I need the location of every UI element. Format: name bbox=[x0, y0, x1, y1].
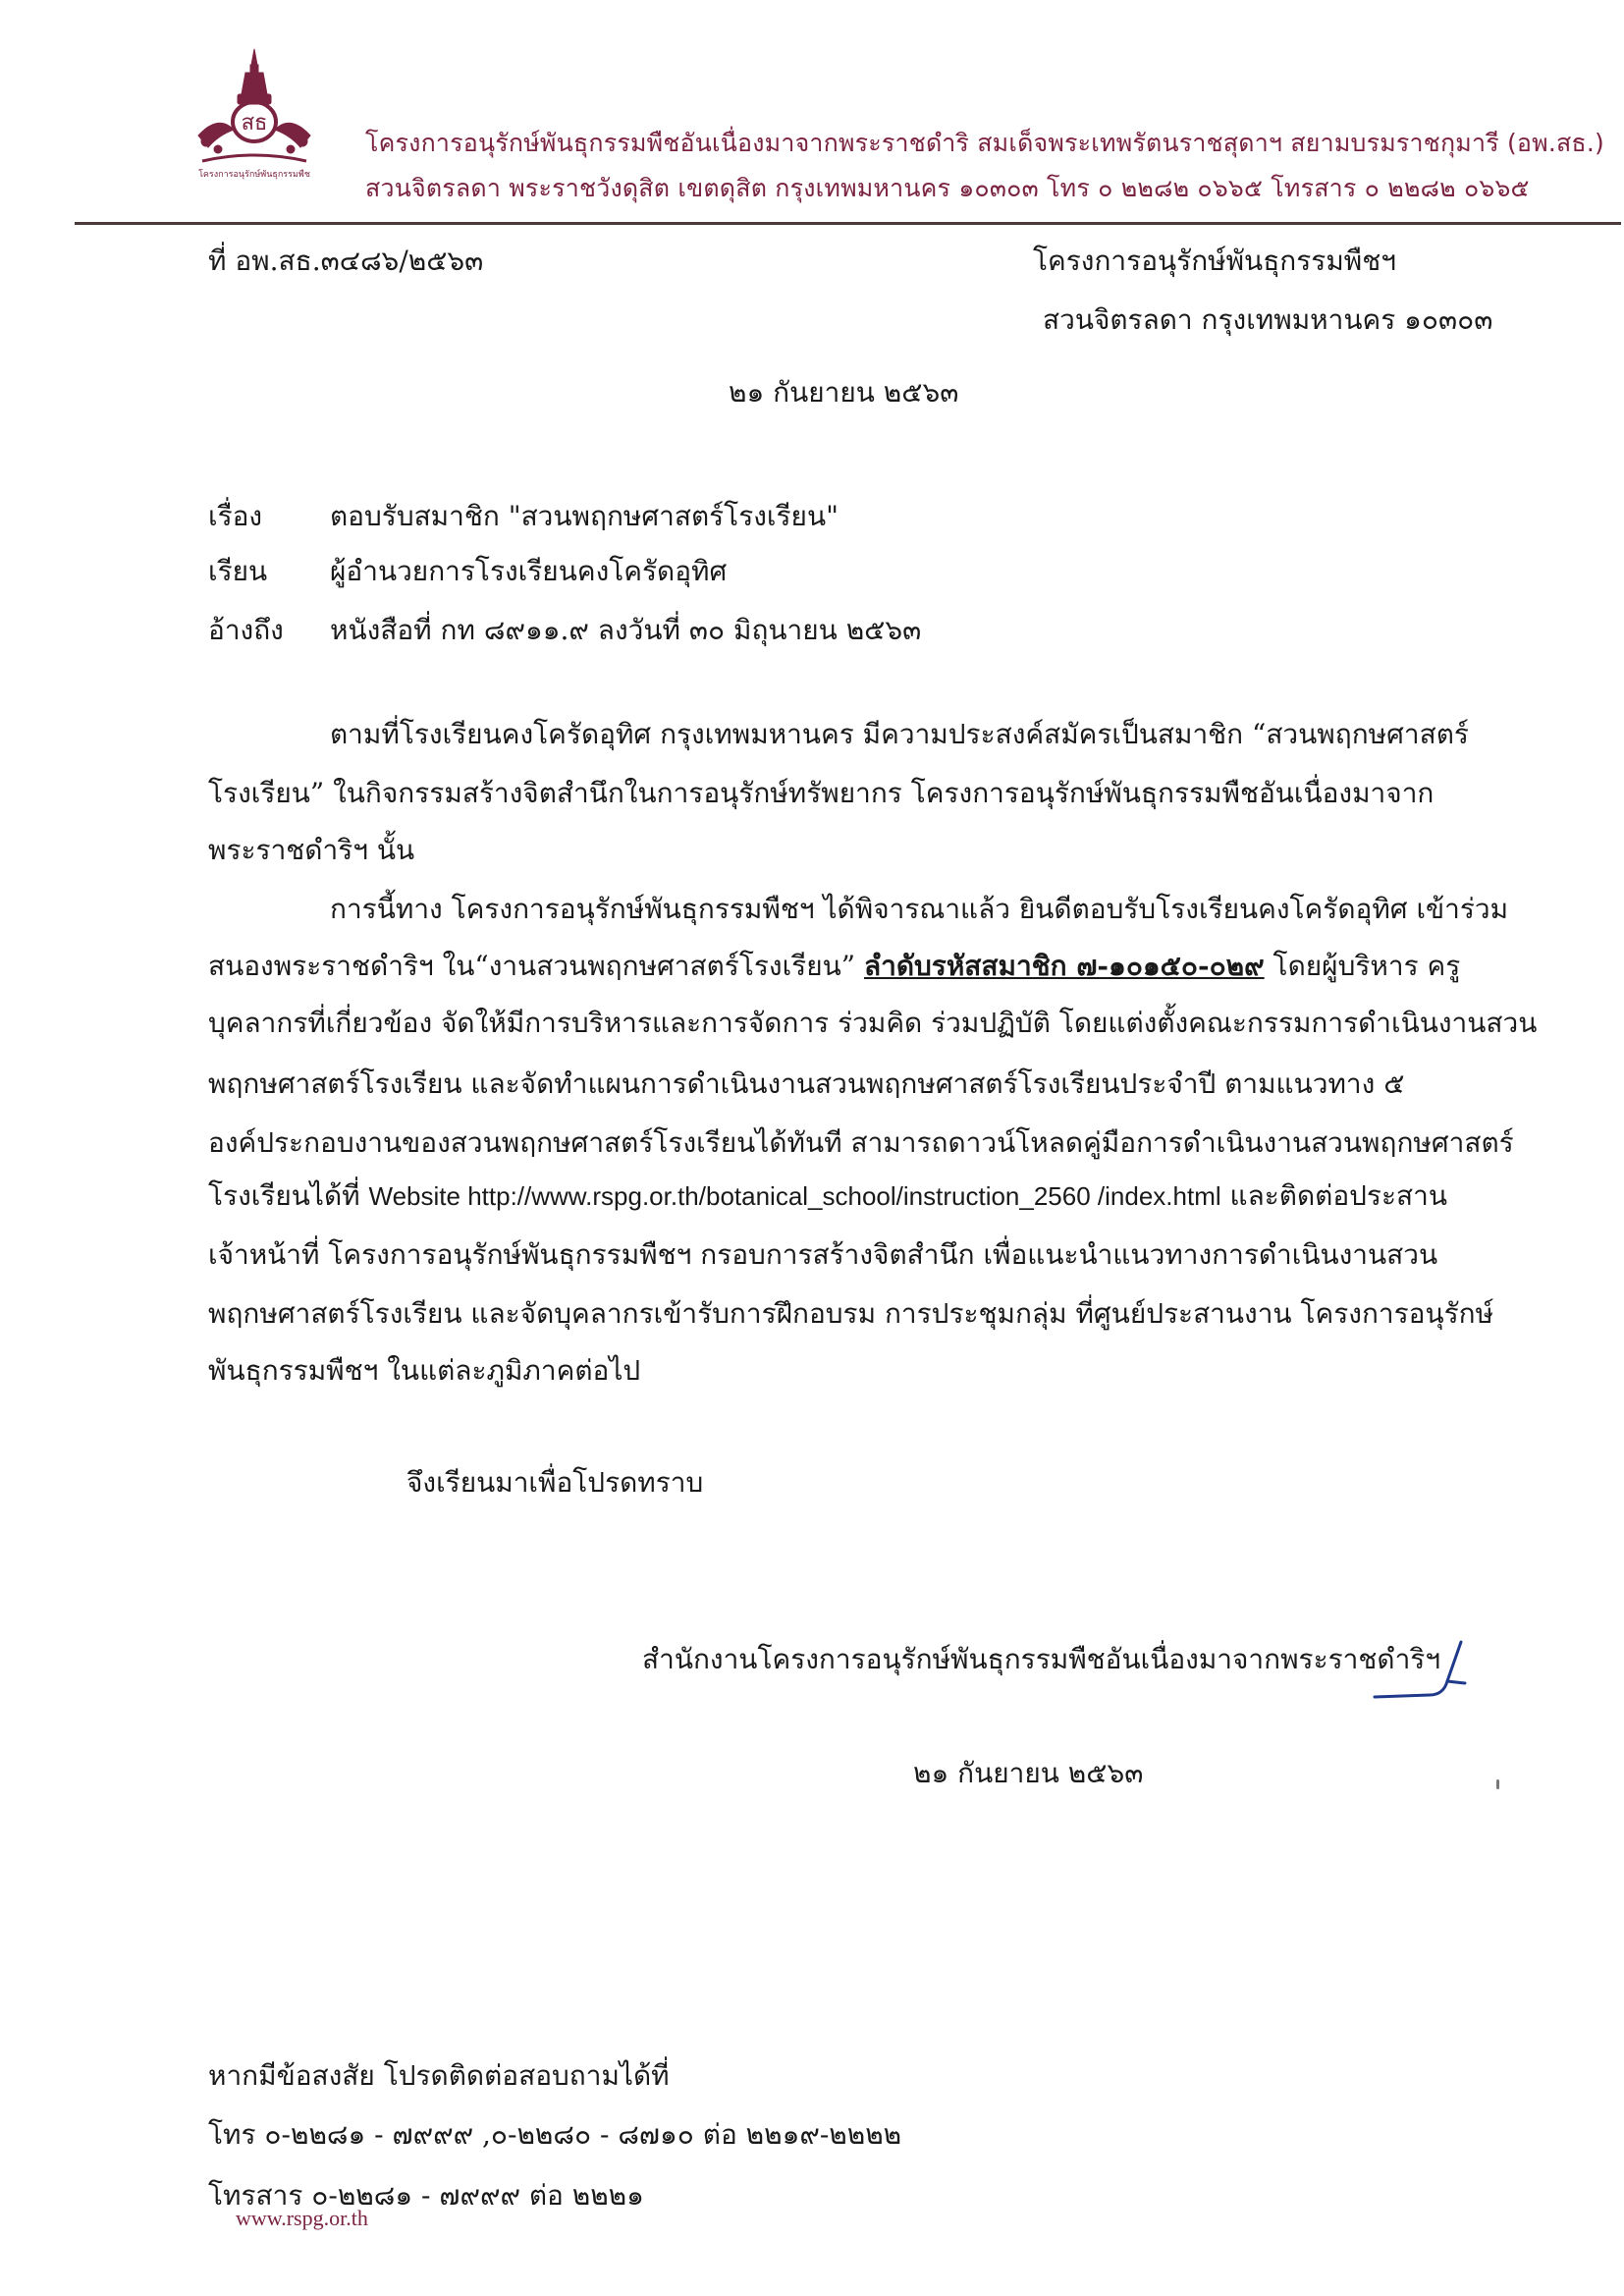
body-paragraph-2-line: พฤกษศาสตร์โรงเรียน และจัดบุคลากรเข้ารับการฝึกอบรม การประชุมกลุ่ม ที่ศูนย์ประสานงาน โครงการอนุรักษ์ bbox=[208, 1297, 1494, 1330]
sender-address: สวนจิตรลดา กรุงเทพมหานคร ๑๐๓๐๓ bbox=[1043, 303, 1493, 336]
signoff-office: สำนักงานโครงการอนุรักษ์พันธุกรรมพืชอันเนื่องมาจากพระราชดำริฯ bbox=[642, 1643, 1441, 1675]
letterhead-divider bbox=[75, 222, 1621, 225]
subject-value: ตอบรับสมาชิก "สวนพฤกษศาสตร์โรงเรียน" bbox=[330, 500, 839, 532]
letterhead-line-1: โครงการอนุรักษ์พันธุกรรมพืชอันเนื่องมาจากพระราชดำริ สมเด็จพระเทพรัตนราชสุดาฯ สยามบรมราชกุมารี (อพ.สธ.) bbox=[365, 129, 1604, 157]
body-paragraph-1-line: โรงเรียน” ในกิจกรรมสร้างจิตสำนึกในการอนุรักษ์ทรัพยากร โครงการอนุรักษ์พันธุกรรมพืชอันเนื่องมาจาก bbox=[208, 777, 1435, 809]
body-paragraph-2-line: เจ้าหน้าที่ โครงการอนุรักษ์พันธุกรรมพืชฯ กรอบการสร้างจิตสำนึก เพื่อแนะนำแนวทางการดำเนินงานสวน bbox=[208, 1238, 1438, 1271]
body-text-segment: สนองพระราชดำริฯ ใน“งานสวนพฤกษศาสตร์โรงเรียน” bbox=[208, 950, 856, 982]
member-code: ลำดับรหัสสมาชิก ๗-๑๐๑๕๐-๐๒๙ bbox=[863, 950, 1265, 982]
body-paragraph-1-line: พระราชดำริฯ นั้น bbox=[208, 834, 415, 866]
contact-heading: หากมีข้อสงสัย โปรดติดต่อสอบถามได้ที่ bbox=[208, 2059, 670, 2092]
reference-label: อ้างถึง bbox=[208, 614, 284, 646]
contact-fax: โทรสาร ๐-๒๒๘๑ - ๗๙๙๙ ต่อ ๒๒๒๑ bbox=[208, 2179, 644, 2212]
body-paragraph-2-line: องค์ประกอบงานของสวนพฤกษศาสตร์โรงเรียนได้ทันที สามารถดาวน์โหลดคู่มือการดำเนินงานสวนพฤกษศาสตร์ bbox=[208, 1126, 1514, 1159]
letterhead-line-2: สวนจิตรลดา พระราชวังดุสิต เขตดุสิต กรุงเทพมหานคร ๑๐๓๐๓ โทร ๐ ๒๒๘๒ ๐๖๖๕ โทรสาร ๐ ๒๒๘๒ ๐๖๖๕ bbox=[365, 174, 1530, 202]
body-text-segment: โรงเรียนได้ที่ bbox=[208, 1179, 369, 1212]
document-date: ๒๑ กันยายน ๒๕๖๓ bbox=[729, 376, 959, 409]
body-paragraph-2-line bbox=[208, 945, 1460, 988]
footer-date: ๒๑ กันยายน ๒๕๖๓ bbox=[913, 1757, 1144, 1789]
signature-mark-icon bbox=[1371, 1638, 1473, 1705]
website-link[interactable]: www.rspg.or.th bbox=[236, 2206, 368, 2230]
body-paragraph-2-line: บุคลากรที่เกี่ยวข้อง จัดให้มีการบริหารและการจัดการ ร่วมคิด ร่วมปฏิบัติ โดยแต่งตั้งคณะกรรมการดำเนินงานสวน bbox=[208, 1007, 1538, 1039]
subject-label: เรื่อง bbox=[208, 500, 263, 532]
body-text-segment: และติดต่อประสาน bbox=[1220, 1179, 1447, 1212]
website-link[interactable]: Website http://www.rspg.or.th/botanical_school/instruction_2560 /index.html bbox=[368, 1181, 1221, 1211]
scan-speck bbox=[1496, 1779, 1499, 1789]
body-paragraph-2-line bbox=[208, 1175, 1447, 1218]
body-paragraph-2-line: พันธุกรรมพืชฯ ในแต่ละภูมิภาคต่อไป bbox=[208, 1354, 641, 1387]
body-paragraph-2-line: พฤกษศาสตร์โรงเรียน และจัดทำแผนการดำเนินงานสวนพฤกษศาสตร์โรงเรียนประจำปี ตามแนวทาง ๕ bbox=[208, 1067, 1405, 1100]
recipient-label: เรียน bbox=[208, 555, 268, 587]
svg-text:โครงการอนุรักษ์พันธุกรรมพืช: โครงการอนุรักษ์พันธุกรรมพืช bbox=[198, 170, 310, 180]
body-paragraph-1-line: ตามที่โรงเรียนคงโครัดอุทิศ กรุงเทพมหานคร มีความประสงค์สมัครเป็นสมาชิก “สวนพฤกษศาสตร์ bbox=[330, 718, 1469, 750]
body-paragraph-2-line: การนี้ทาง โครงการอนุรักษ์พันธุกรรมพืชฯ ได้พิจารณาแล้ว ยินดีตอบรับโรงเรียนคงโครัดอุทิศ เข้าร่วม bbox=[330, 893, 1509, 925]
body-text-segment: โดยผู้บริหาร ครู bbox=[1264, 950, 1461, 982]
reference-value: หนังสือที่ กท ๘๙๑๑.๙ ลงวันที่ ๓๐ มิถุนายน ๒๕๖๓ bbox=[330, 614, 922, 646]
sender-name: โครงการอนุรักษ์พันธุกรรมพืชฯ bbox=[1033, 245, 1396, 277]
royal-crown-emblem-icon bbox=[189, 45, 320, 183]
document-reference-number: ที่ อพ.สธ.๓๔๘๖/๒๕๖๓ bbox=[208, 245, 484, 277]
closing-phrase: จึงเรียนมาเพื่อโปรดทราบ bbox=[406, 1466, 704, 1499]
recipient-value: ผู้อำนวยการโรงเรียนคงโครัดอุทิศ bbox=[330, 555, 728, 587]
contact-phone: โทร ๐-๒๒๘๑ - ๗๙๙๙ ,๐-๒๒๘๐ - ๘๗๑๐ ต่อ ๒๒๑๙-๒๒๒๒ bbox=[208, 2118, 902, 2151]
svg-text:สธ: สธ bbox=[241, 111, 268, 136]
